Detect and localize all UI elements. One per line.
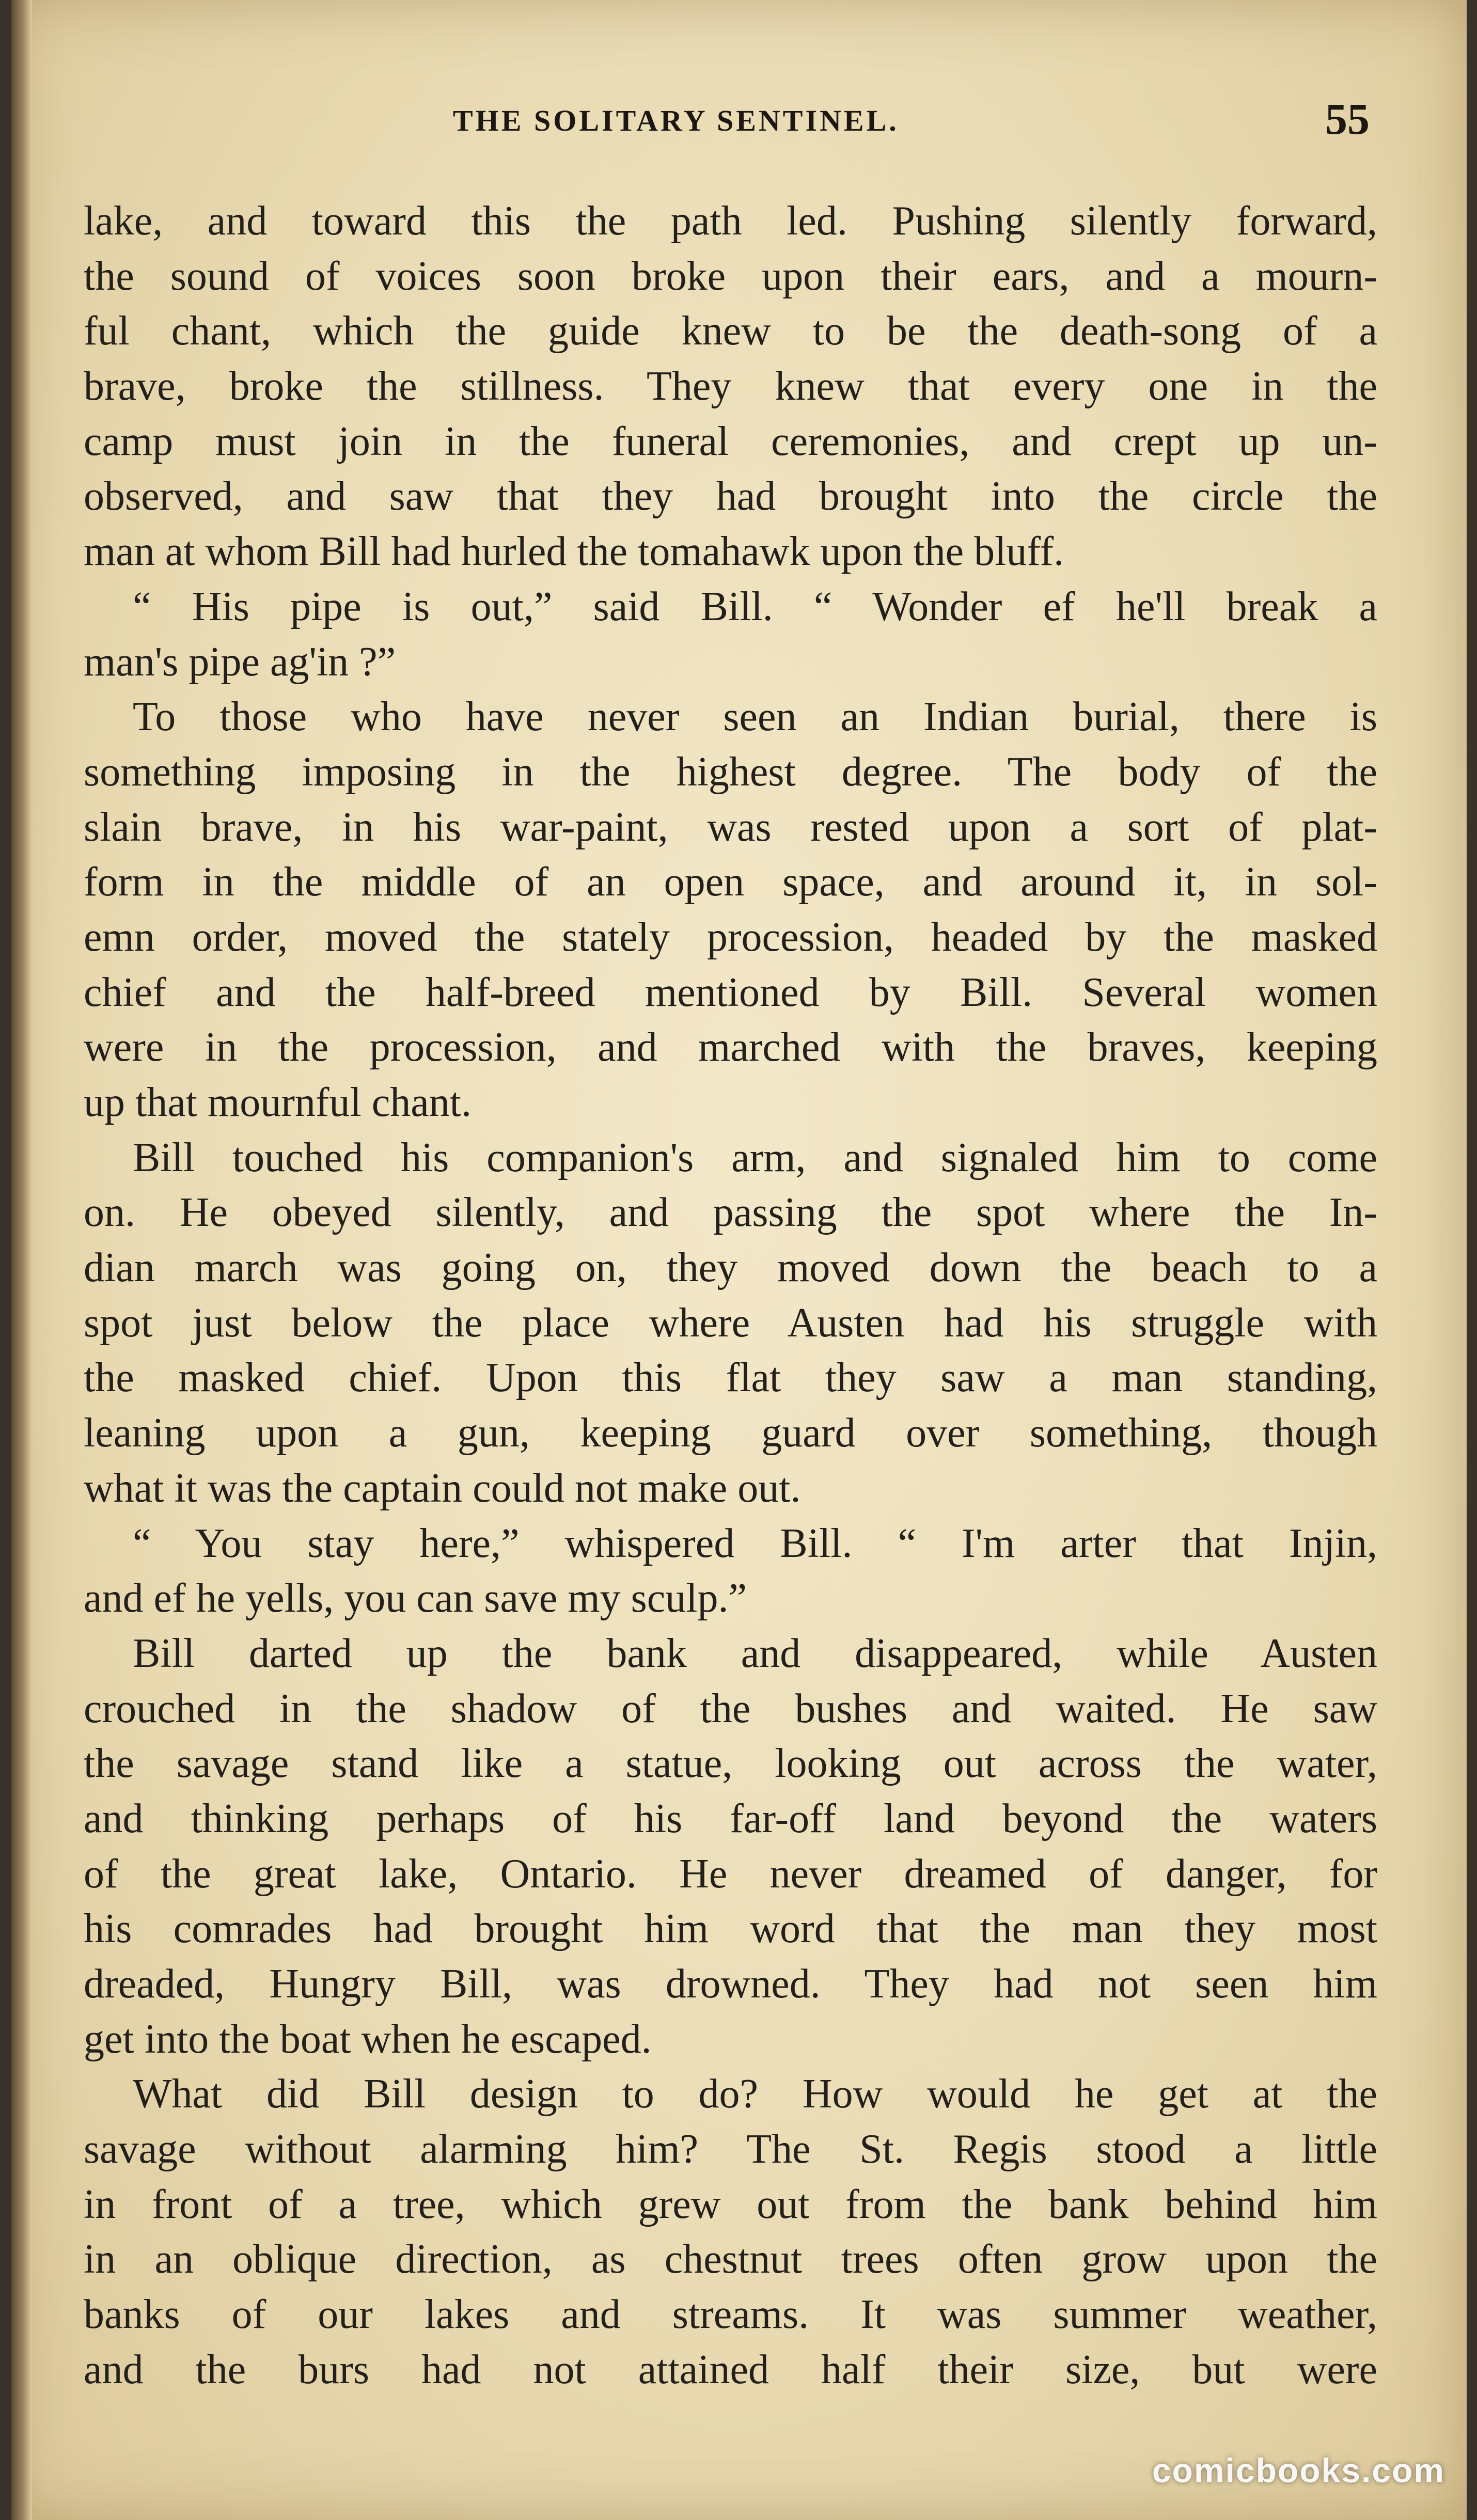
text-line: in an oblique direction, as chestnut trees often grow upon the (84, 2236, 1377, 2282)
book-page (11, 0, 1467, 2520)
text-line: get into the boat when he escaped. (84, 2016, 652, 2062)
text-line: chief and the half-breed mentioned by Bill. Several women (84, 969, 1377, 1015)
page-number: 55 (1325, 94, 1370, 144)
text-line: What did Bill design to do? How would he get at the (133, 2071, 1377, 2117)
text-line: form in the middle of an open space, and around it, in sol- (84, 859, 1377, 905)
text-line: leaning upon a gun, keeping guard over something, though (84, 1410, 1377, 1456)
text-line: spot just below the place where Austen had his struggle with (84, 1300, 1377, 1346)
running-title: THE SOLITARY SENTINEL. (453, 104, 899, 137)
text-line: were in the procession, and marched with the braves, keeping (84, 1025, 1377, 1070)
text-line: brave, broke the stillness. They knew that every one in the (84, 364, 1377, 410)
text-line: lake, and toward this the path led. Pushing silently forward, (84, 198, 1377, 244)
text-line: what it was the captain could not make out. (84, 1465, 801, 1511)
watermark: comicbooks.com (1152, 2451, 1445, 2490)
text-line: on. He obeyed silently, and passing the spot where the In- (84, 1190, 1377, 1236)
text-line: something imposing in the highest degree. The body of the (84, 749, 1377, 795)
text-line: of the great lake, Ontario. He never dreamed of danger, for (84, 1851, 1377, 1897)
text-line: up that mournful chant. (84, 1080, 472, 1125)
text-line: his comrades had brought him word that the man they most (84, 1906, 1377, 1952)
text-line: observed, and saw that they had brought into the circle the (84, 474, 1377, 519)
text-line: dian march was going on, they moved down the beach to a (84, 1245, 1377, 1291)
text-line: ful chant, which the guide knew to be the death-song of a (84, 308, 1377, 354)
body-text (84, 194, 1377, 2398)
text-line: Bill darted up the bank and disappeared, while Austen (133, 1630, 1377, 1676)
text-line: in front of a tree, which grew out from the bank behind him (84, 2181, 1377, 2227)
text-line: dreaded, Hungry Bill, was drowned. They had not seen him (84, 1961, 1377, 2007)
text-line: man's pipe ag'in ?” (84, 639, 396, 685)
text-line: savage without alarming him? The St. Regis stood a little (84, 2127, 1377, 2172)
text-line: and the burs had not attained half their size, but were (84, 2346, 1377, 2392)
page-spine-shadow (11, 0, 32, 2520)
text-line: the sound of voices soon broke upon their ears, and a mourn- (84, 253, 1377, 299)
text-line: camp must join in the funeral ceremonies, and crept up un- (84, 418, 1377, 464)
text-line: banks of our lakes and streams. It was summer weather, (84, 2292, 1377, 2338)
running-head (11, 90, 1477, 147)
text-line: the savage stand like a statue, looking out across the water, (84, 1741, 1377, 1787)
text-line: crouched in the shadow of the bushes and waited. He saw (84, 1686, 1377, 1731)
text-line: Bill touched his companion's arm, and signaled him to come (133, 1135, 1377, 1180)
text-line: emn order, moved the stately procession, headed by the masked (84, 914, 1377, 960)
text-line: and ef he yells, you can save my sculp.” (84, 1576, 747, 1621)
text-line: “ You stay here,” whispered Bill. “ I'm arter that Injin, (133, 1520, 1377, 1566)
text-line: slain brave, in his war-paint, was rested upon a sort of plat- (84, 804, 1377, 850)
text-line: the masked chief. Upon this flat they saw a man standing, (84, 1355, 1377, 1401)
text-line: “ His pipe is out,” said Bill. “ Wonder ef he'll break a (133, 584, 1377, 629)
text-line: To those who have never seen an Indian burial, there is (133, 694, 1377, 740)
text-line: man at whom Bill had hurled the tomahawk upon the bluff. (84, 529, 1064, 575)
text-line: and thinking perhaps of his far-off land beyond the waters (84, 1796, 1377, 1841)
